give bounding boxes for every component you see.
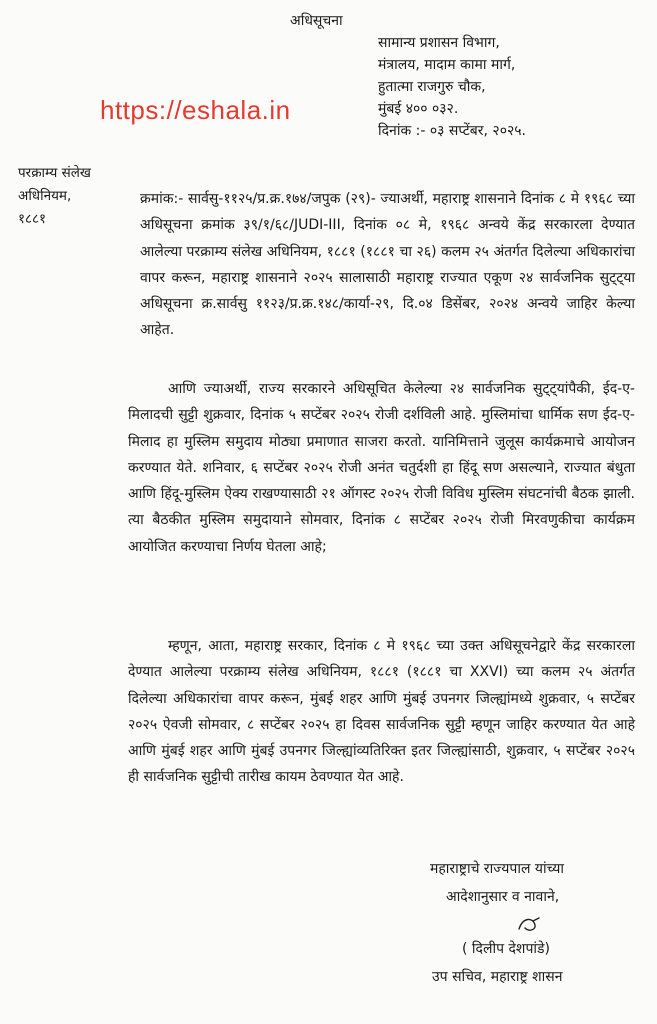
watermark-link[interactable]: https://eshala.in (100, 95, 291, 125)
notification-date: दिनांक :- ०३ सप्टेंबर, २०२५. (378, 123, 526, 139)
signatory-designation: उप सचिव, महाराष्ट्र शासन (432, 969, 563, 985)
signature-authority-line: महाराष्ट्राचे राज्यपाल यांच्या (430, 861, 564, 877)
address-line: सामान्य प्रशासन विभाग, (378, 35, 500, 51)
margin-line: १८८१ (18, 211, 47, 227)
office-address (378, 32, 648, 142)
signatory-name: ( दिलीप देशपांडे) (462, 941, 550, 957)
address-line: मुंबई ४०० ०३२. (378, 101, 459, 117)
signature-mark (515, 915, 541, 935)
paragraph-1: क्रमांक:- सार्वसु-११२५/प्र.क्र.१७४/जपुक (२९)- ज्याअर्थी, महाराष्ट्र शासनाने दिनांक ८ मे १९६८ च्या अधिसूचना क्रमांक ३९/१/६८/JUDI-III, दिनांक ०८ मे, १९६८ अन्वये केंद्र सरकारला देण्यात आलेल्या परक्राम्य संलेख अधिनियम, १८८१ (१८८१ चा २६) कलम २५ अंतर्गत दिलेल्या अधिकारांचा वापर करून, महाराष्ट्र शासनाने २०२५ सालासाठी महाराष्ट्र राज्यात एकूण २४ सार्वजनिक सुट्ट्या अधिसूचना क्र.सार्वसु ११२३/प्र.क्र.१४८/कार्या-२९, दि.०४ डिसेंबर, २०२४ अन्वये जाहिर केल्या आहेत. (140, 191, 635, 339)
notification-title: अधिसूचना (290, 13, 343, 29)
address-line: हुतात्मा राजगुरु चौक, (378, 79, 486, 95)
margin-reference (18, 162, 128, 231)
signature-order-line: आदेशानुसार व नावाने, (446, 889, 560, 905)
paragraph-2: आणि ज्याअर्थी, राज्य सरकारने अधिसूचित केलेल्या २४ सार्वजनिक सुट्ट्यांपैकी, ईद-ए-मिलादची सुट्टी शुक्रवार, दिनांक ५ सप्टेंबर २०२५ रोजी दर्शविली आहे. मुस्लिमांचा धार्मिक सण ईद-ए-मिलाद हा मुस्लिम समुदाय मोठ्या प्रमाणात साजरा करतो. यानिमित्ताने जुलूस कार्यक्रमाचे आयोजन करण्यात येते. शनिवार, ६ सप्टेंबर २०२५ रोजी अनंत चतुर्दशी हा हिंदू सण असल्याने, राज्यात बंधुता आणि हिंदू-मुस्लिम ऐक्य राखण्यासाठी २१ ऑगस्ट २०२५ रोजी विविध मुस्लिम संघटनांची बैठक झाली. त्या बैठकीत मुस्लिम समुदायाने सोमवार, दिनांक ८ सप्टेंबर २०२५ रोजी मिरवणुकीचा कार्यक्रम आयोजित करण्याचा निर्णय घेतला आहे; (128, 381, 635, 555)
margin-line: अधिनियम, (18, 188, 72, 204)
address-line: मंत्रालय, मादाम कामा मार्ग, (378, 57, 516, 73)
paragraph-3: म्हणून, आता, महाराष्ट्र सरकार, दिनांक ८ मे १९६८ च्या उक्त अधिसूचनेद्वारे केंद्र सरकारला देण्यात आलेल्या परक्राम्य संलेख अधिनियम, १८८१ (१८८१ चा XXVI) च्या कलम २५ अंतर्गत दिलेल्या अधिकारांचा वापर करून, मुंबई शहर आणि मुंबई उपनगर जिल्ह्यांमध्ये शुक्रवार, ५ सप्टेंबर २०२५ ऐवजी सोमवार, ८ सप्टेंबर २०२५ हा दिवस सार्वजनिक सुट्टी म्हणून जाहिर करण्यात येत आहे आणि मुंबई शहर आणि मुंबई उपनगर जिल्ह्यांव्यतिरिक्त इतर जिल्ह्यांसाठी, शुक्रवार, ५ सप्टेंबर २०२५ ही सार्वजनिक सुट्टीची तारीख कायम ठेवण्यात येत आहे. (128, 638, 635, 786)
margin-line: परक्राम्य संलेख (18, 165, 91, 181)
